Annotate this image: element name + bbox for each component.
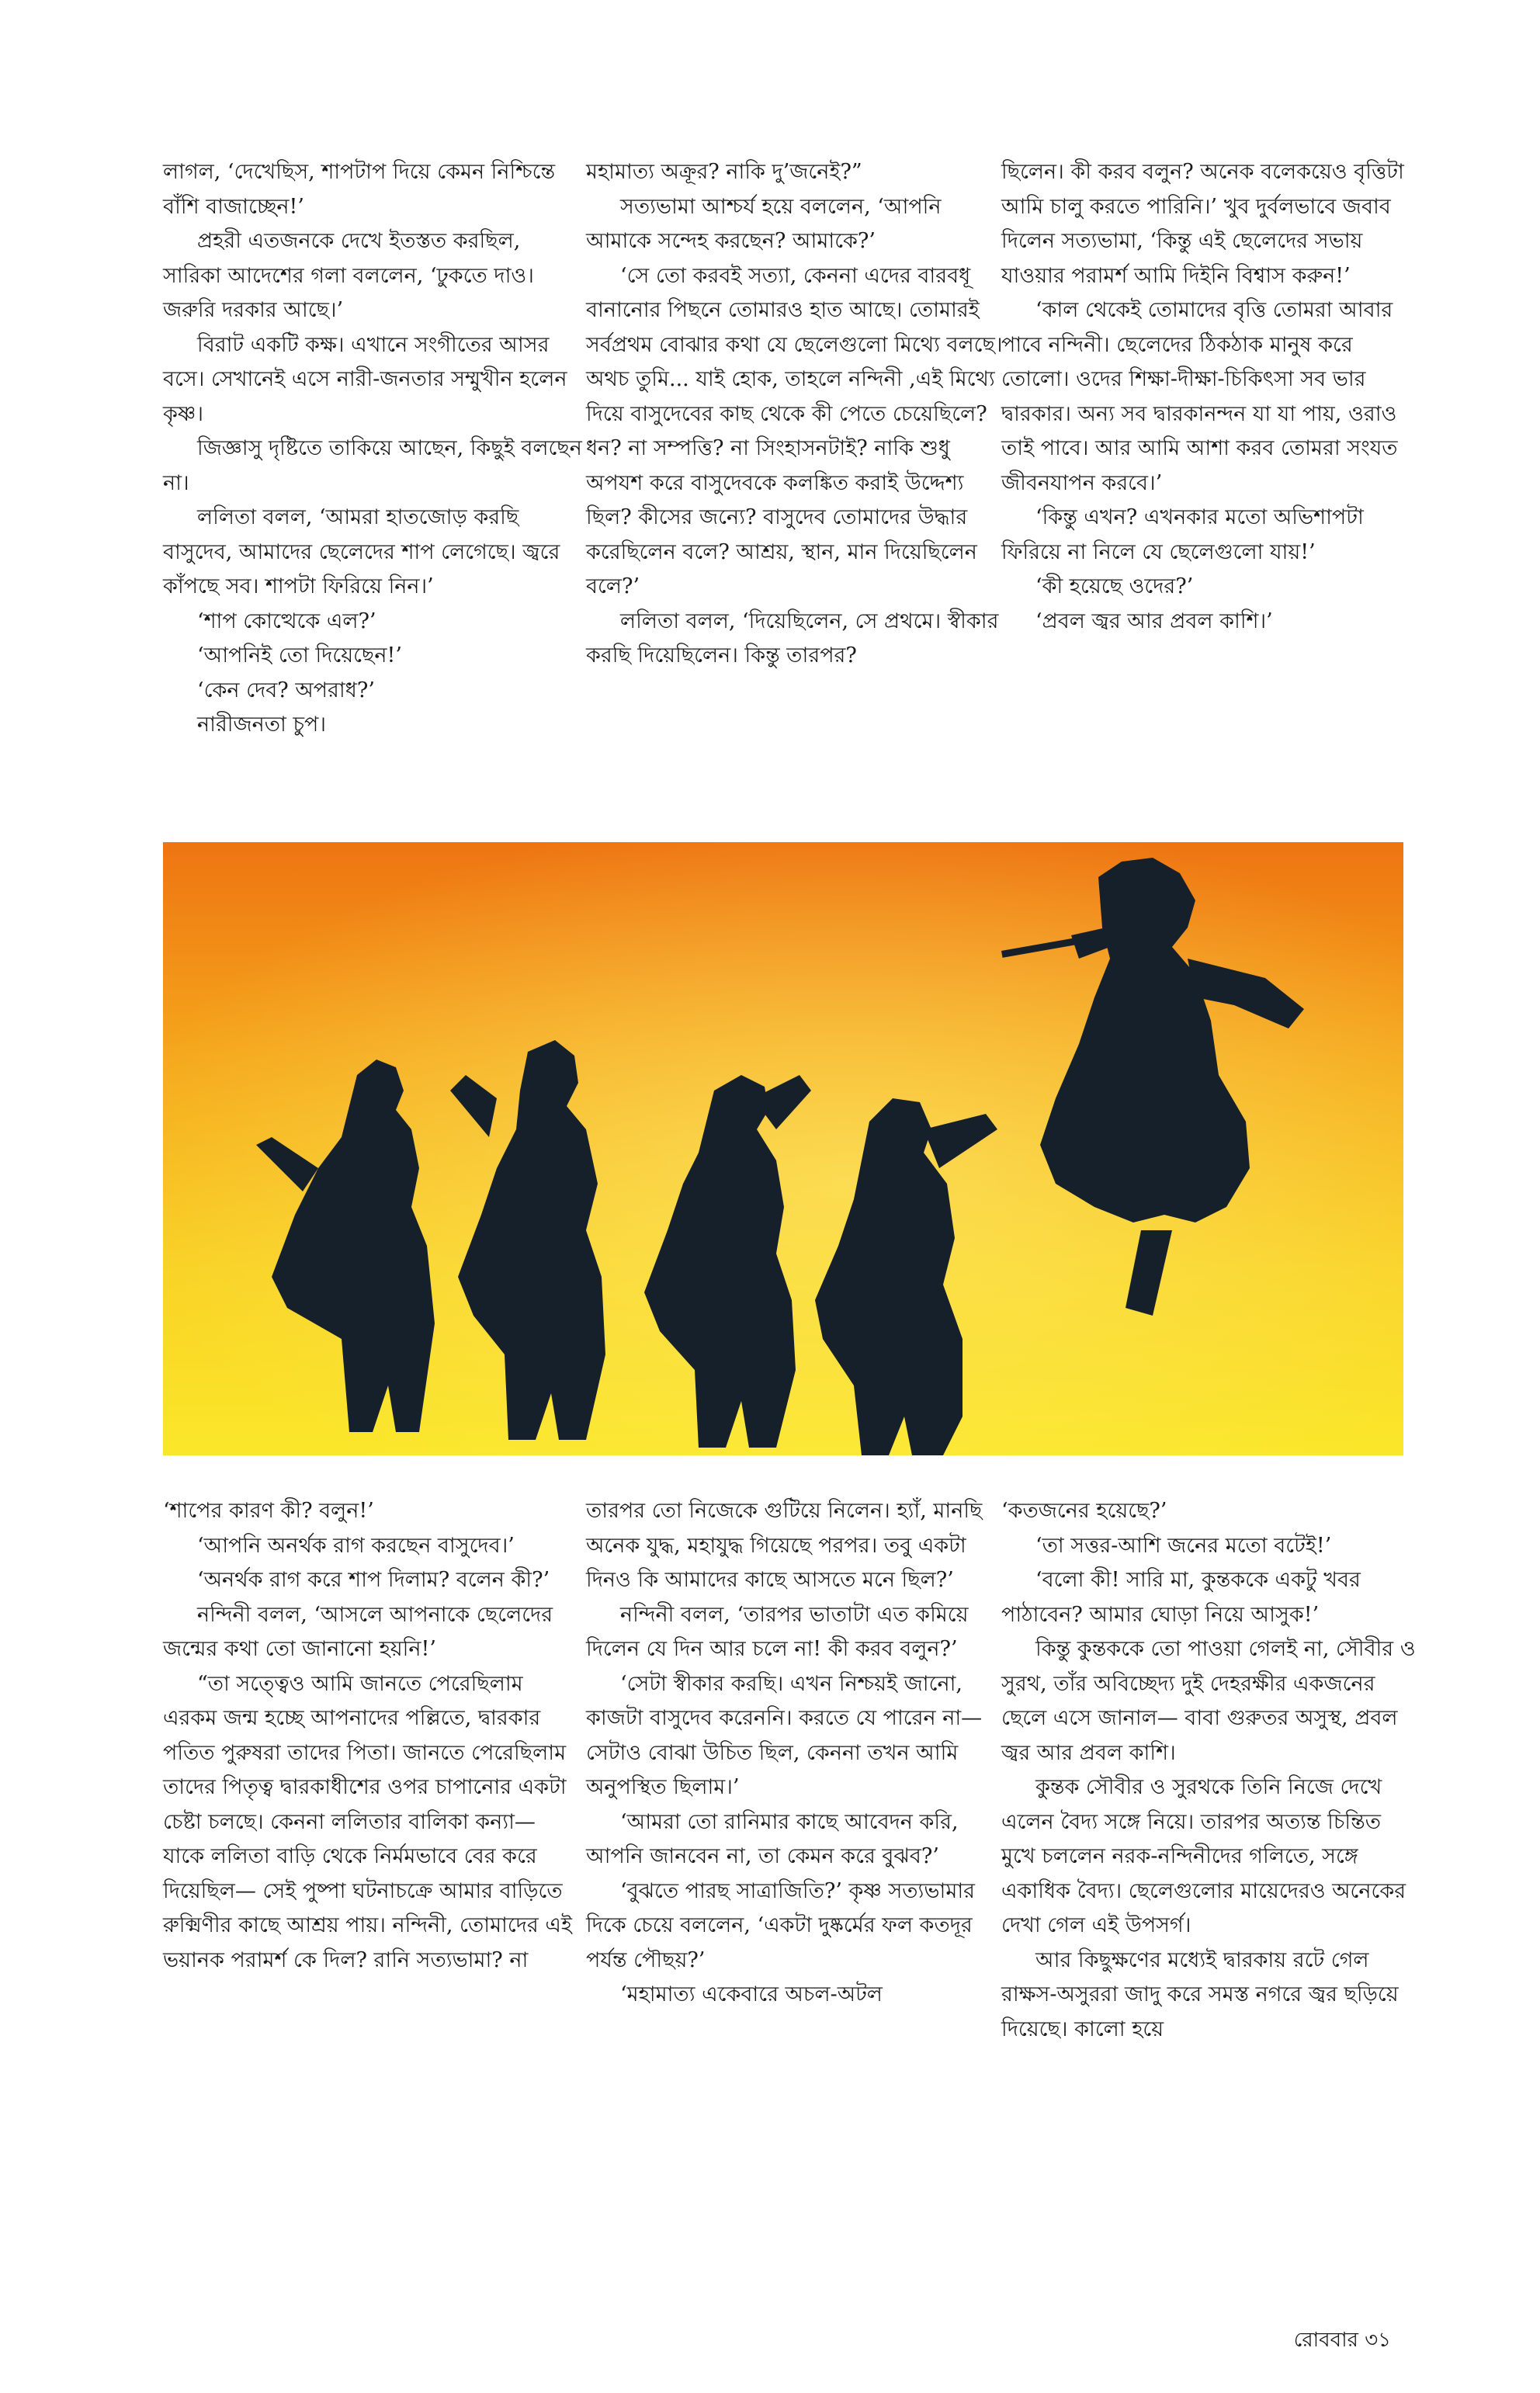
top-column-1 (163, 155, 582, 743)
paragraph: ‘আপনিই তো দিয়েছেন!’ (197, 643, 402, 668)
bottom-column-3 (1001, 1494, 1420, 2047)
paragraph: আর কিছুক্ষণের মধ্যেই দ্বারকায় রটে গেল রাক্ষস-অসুররা জাদু করে সমস্ত নগরে জ্বর ছড়িয়ে দিয়েছে। কালো হয়ে (1001, 1947, 1399, 2041)
paragraph: ‘শাপের কারণ কী? বলুন!’ (163, 1499, 374, 1523)
paragraph: ‘বুঝতে পারছ সাত্রাজিতি?’ কৃষ্ণ সত্যভামার দিকে চেয়ে বললেন, ‘একটা দুষ্কর্মের ফল কতদূর পর্যন্ত পৌছয়?’ (586, 1878, 975, 1972)
paragraph: জিজ্ঞাসু দৃষ্টিতে তাকিয়ে আছেন, কিছুই বলছেন না। (163, 436, 582, 495)
paragraph: ‘অনর্থক রাগ করে শাপ দিলাম? বলেন কী?’ (197, 1568, 550, 1592)
paragraph: ‘কেন দেব? অপরাধ?’ (197, 678, 375, 702)
paragraph: নারীজনতা চুপ। (197, 713, 327, 737)
paragraph: “তা সত্ত্বেও আমি জানতে পেরেছিলাম এরকম জন্ম হচ্ছে আপনাদের পল্লিতে, দ্বারকার পতিত পুরুষরা তাদের পিতা। জানতে পেরেছিলাম তাদের পিতৃত্ব দ্বারকাধীশের ওপর চাপানোর একটা চেষ্টা চলছে। কেননা ললিতার বালিকা কন্যা— যাকে ললিতা বাড়ি থেকে নির্মমভাবে বের করে দিয়েছিল— সেই পুষ্পা ঘটনাচক্রে আমার বাড়িতে রুক্মিণীর কাছে আশ্রয় পায়। নন্দিনী, তোমাদের এই ভয়ানক পরামর্শ কে দিল? রানি সত্যভামা? না (163, 1671, 572, 1972)
shadow-puppet-scene-icon (163, 842, 1403, 1455)
shadow-puppet-illustration (163, 842, 1403, 1455)
paragraph: কুন্তক সৌবীর ও সুরথকে তিনি নিজে দেখে এলেন বৈদ্য সঙ্গে নিয়ে। তারপর অত্যন্ত চিন্তিত মুখে চললেন নরক-নন্দিনীদের গলিতে, সঙ্গে একাধিক বৈদ্য। ছেলেগুলোর মায়েদেরও অনেকের দেখা গেল এই উপসর্গ। (1001, 1775, 1406, 1937)
paragraph: ‘সে তো করবই সত্যা, কেননা এদের বারবধূ বানানোর পিছনে তোমারও হাত আছে। তোমারই সর্বপ্রথম বোঝার কথা যে ছেলেগুলো মিথ্যে বলছে। অথচ তুমি... যাই হোক, তাহলে নন্দিনী ,এই মিথ্যে দিয়ে বাসুদেবের কাছ থেকে কী পেতে চেয়েছিলে? ধন? না সম্পত্তি? না সিংহাসনটাই? নাকি শুধু অপযশ করে বাসুদেবকে কলঙ্কিত করাই উদ্দেশ্য ছিল? কীসের জন্যে? বাসুদেব তোমাদের উদ্ধার করেছিলেন বলে? আশ্রয়, স্থান, মান দিয়েছিলেন বলে?’ (586, 263, 1003, 598)
paragraph: প্রহরী এতজনকে দেখে ইতস্তত করছিল, সারিকা আদেশের গলা বললেন, ‘ঢুকতে দাও। জরুরি দরকার আছে।’ (163, 229, 534, 322)
bottom-column-2 (586, 1494, 1005, 2013)
paragraph: ‘কিন্তু এখন? এখনকার মতো অভিশাপটা ফিরিয়ে না নিলে যে ছেলেগুলো যায়!’ (1001, 505, 1364, 564)
paragraph: ‘বলো কী! সারি মা, কুন্তককে একটু খবর পাঠাবেন? আমার ঘোড়া নিয়ে আসুক!’ (1001, 1568, 1361, 1627)
paragraph: ‘প্রবল জ্বর আর প্রবল কাশি।’ (1035, 609, 1273, 633)
bottom-column-1 (163, 1494, 582, 1978)
paragraph: ‘মহামাত্য একেবারে অচল-অটল (620, 1982, 883, 2006)
page-footer: রোববার ৩১ (1293, 2329, 1391, 2352)
paragraph: ‘কাল থেকেই তোমাদের বৃত্তি তোমরা আবার পাবে নন্দিনী। ছেলেদের ঠিকঠাক মানুষ করে তোলো। ওদের শিক্ষা-দীক্ষা-চিকিৎসা সব ভার দ্বারকার। অন্য সব দ্বারকানন্দন যা যা পায়, ওরাও তাই পাবে। আর আমি আশা করব তোমরা সংযত জীবনযাপন করবে।’ (1001, 298, 1398, 495)
paragraph: নন্দিনী বলল, ‘আসলে আপনাকে ছেলেদের জন্মের কথা তো জানানো হয়নি!’ (163, 1602, 553, 1661)
paragraph: ‘কতজনের হয়েছে?’ (1001, 1499, 1167, 1523)
top-column-3 (1001, 155, 1420, 639)
top-column-2 (586, 155, 1005, 674)
paragraph: বিরাট একটি কক্ষ। এখানে সংগীতের আসর বসে। সেখানেই এসে নারী-জনতার সম্মুখীন হলেন কৃষ্ণ। (163, 332, 567, 426)
paragraph: মহামাত্য অক্রূর? নাকি দু’জনেই?” (586, 160, 862, 184)
paragraph: ‘আপনি অনর্থক রাগ করছেন বাসুদেব।’ (197, 1533, 515, 1558)
paragraph: ‘কী হয়েছে ওদের?’ (1035, 574, 1194, 598)
paragraph: ‘তা সত্তর-আশি জনের মতো বটেই!’ (1035, 1533, 1332, 1558)
paragraph: ললিতা বলল, ‘দিয়েছিলেন, সে প্রথমে। স্বীকার করছি দিয়েছিলেন। কিন্তু তারপর? (586, 609, 999, 668)
paragraph: ‘শাপ কোত্থেকে এল?’ (197, 609, 376, 633)
paragraph: ছিলেন। কী করব বলুন? অনেক বলেকয়েও বৃত্তিটা আমি চালু করতে পারিনি।’ খুব দুর্বলভাবে জবাব দিলেন সত্যভামা, ‘কিন্তু এই ছেলেদের সভায় যাওয়ার পরামর্শ আমি দিইনি বিশ্বাস করুন!’ (1001, 160, 1404, 288)
paragraph: ‘সেটা স্বীকার করছি। এখন নিশ্চয়ই জানো, কাজটা বাসুদেব করেননি। করতে যে পারেন না— সেটাও বোঝা উচিত ছিল, কেননা তখন আমি অনুপস্থিত ছিলাম।’ (586, 1671, 983, 1799)
paragraph: সত্যভামা আশ্চর্য হয়ে বললেন, ‘আপনি আমাকে সন্দেহ করছেন? আমাকে?’ (586, 194, 942, 253)
paragraph: ‘আমরা তো রানিমার কাছে আবেদন করি, আপনি জানবেন না, তা কেমন করে বুঝব?’ (586, 1809, 959, 1868)
paragraph: তারপর তো নিজেকে গুটিয়ে নিলেন। হ্যাঁ, মানছি অনেক যুদ্ধ, মহাযুদ্ধ গিয়েছে পরপর। তবু একটা দিনও কি আমাদের কাছে আসতে মনে ছিল?’ (586, 1499, 983, 1592)
paragraph: লাগল, ‘দেখেছিস, শাপটাপ দিয়ে কেমন নিশ্চিন্তে বাঁশি বাজাচ্ছেন!’ (163, 160, 556, 219)
paragraph: ললিতা বলল, ‘আমরা হাতজোড় করছি বাসুদেব, আমাদের ছেলেদের শাপ লেগেছে। জ্বরে কাঁপছে সব। শাপটা ফিরিয়ে নিন।’ (163, 505, 560, 598)
paragraph: নন্দিনী বলল, ‘তারপর ভাতাটা এত কমিয়ে দিলেন যে দিন আর চলে না! কী করব বলুন?’ (586, 1602, 969, 1661)
paragraph: কিন্তু কুন্তককে তো পাওয়া গেলই না, সৌবীর ও সুরথ, তাঁর অবিচ্ছেদ্য দুই দেহরক্ষীর একজনের ছেলে এসে জানাল— বাবা গুরুতর অসুস্থ, প্রবল জ্বর আর প্রবল কাশি। (1001, 1637, 1416, 1765)
